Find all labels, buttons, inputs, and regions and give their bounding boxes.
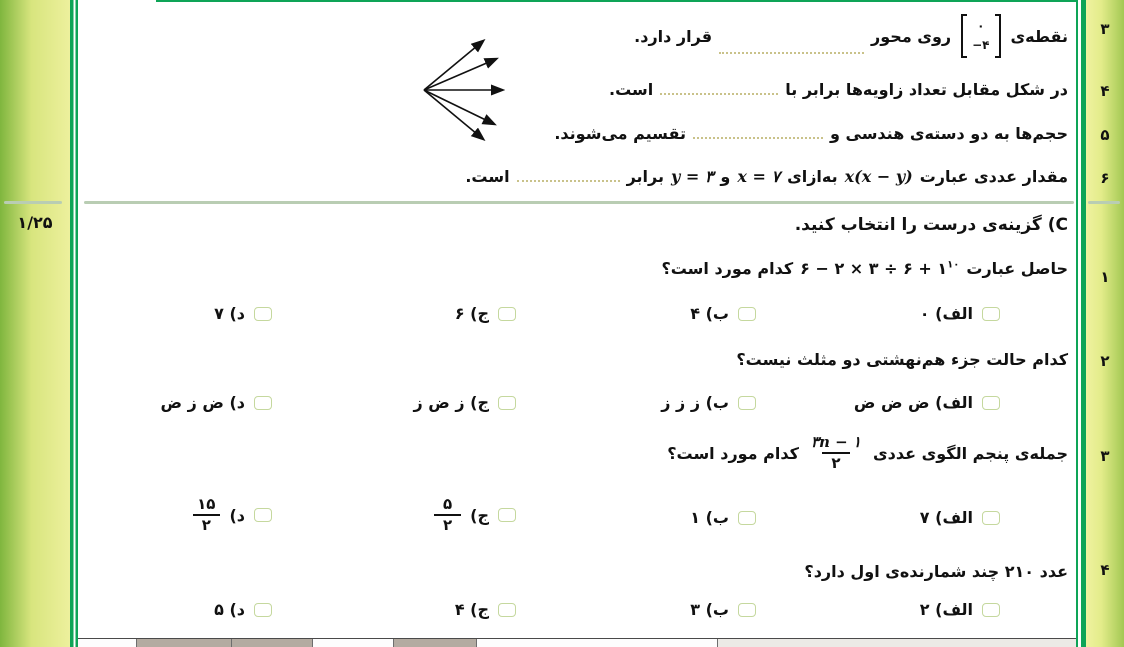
question-number-column — [1086, 0, 1124, 647]
question-text: نقطه‌ی — [1010, 26, 1068, 46]
bottom-table-strip — [78, 638, 1076, 647]
option-checkbox[interactable] — [254, 307, 272, 321]
q3-option-dal — [192, 496, 272, 535]
fill-blank[interactable] — [719, 41, 864, 54]
option-checkbox[interactable] — [254, 396, 272, 410]
right-divider — [1088, 201, 1120, 204]
q2-option-be — [661, 393, 756, 412]
option-label: ج) ز ض ز — [413, 393, 489, 412]
pattern-fraction — [806, 434, 866, 473]
option-checkbox[interactable] — [498, 603, 516, 617]
choice-number-2: ۲ — [1100, 352, 1110, 370]
option-label: د) ۵ — [214, 600, 245, 619]
fill-question-6 — [465, 167, 1068, 186]
choice-question-3 — [667, 434, 1068, 473]
question-text: قرار دارد. — [634, 26, 713, 46]
option-label: ج) ۶ — [454, 304, 489, 323]
option-checkbox[interactable] — [982, 307, 1000, 321]
question-text: کدام مورد است؟ — [661, 259, 794, 278]
question-text: حجم‌ها به دو دسته‌ی هندسی و — [829, 124, 1068, 143]
option-checkbox[interactable] — [254, 603, 272, 617]
option-label: الف) ۰ — [919, 304, 973, 323]
q1-option-be — [690, 304, 756, 323]
option-checkbox[interactable] — [738, 307, 756, 321]
q1-option-jim — [455, 304, 516, 323]
vector-bottom-value: −۴ — [972, 38, 990, 53]
y-value: y = ۳ — [670, 167, 714, 186]
options-row-4 — [78, 600, 1076, 630]
option-checkbox[interactable] — [498, 508, 516, 522]
option-checkbox[interactable] — [982, 511, 1000, 525]
option-checkbox[interactable] — [738, 396, 756, 410]
q1-option-dal — [214, 304, 272, 323]
q3-option-jim — [434, 496, 516, 535]
question-text: به‌ازای — [787, 167, 838, 186]
q3-option-alef — [920, 508, 1000, 527]
option-checkbox[interactable] — [982, 603, 1000, 617]
option-label: الف) ۷ — [919, 508, 973, 527]
option-label: ج) — [470, 505, 489, 525]
exam-content — [78, 0, 1076, 647]
option-label: ب) ۱ — [690, 508, 729, 527]
choice-question-4 — [804, 562, 1068, 581]
option-checkbox[interactable] — [982, 396, 1000, 410]
q3-option-be — [690, 508, 756, 527]
option-label: ب) ز ز ز — [661, 393, 729, 412]
question-text: کدام حالت جزء هم‌نهشتی دو مثلث نیست؟ — [736, 350, 1068, 369]
question-number-3: ۳ — [1100, 20, 1110, 38]
fraction-numerator: ۵ — [443, 495, 453, 513]
options-row-2 — [78, 393, 1076, 423]
section-score: ۱/۲۵ — [17, 213, 53, 232]
option-label: د) — [229, 505, 245, 525]
question-text: است. — [609, 80, 654, 99]
fill-question-5 — [554, 124, 1068, 143]
choice-question-2 — [736, 350, 1068, 369]
options-row-3 — [78, 496, 1076, 552]
question-number-5: ۵ — [1100, 126, 1110, 144]
q2-option-alef — [854, 393, 1000, 412]
fill-question-4 — [609, 80, 1068, 99]
fraction-denominator: ۲ — [434, 514, 461, 534]
column-vector — [961, 14, 1000, 58]
question-number-6: ۶ — [1100, 169, 1110, 187]
fraction-numerator: ۱۵ — [197, 495, 216, 513]
question-text: در شکل مقابل تعداد زاویه‌ها برابر با — [785, 80, 1068, 99]
left-green-rule — [70, 0, 78, 647]
q2-option-dal — [161, 393, 273, 412]
options-row-1 — [78, 304, 1076, 334]
choice-question-1 — [661, 259, 1068, 278]
option-checkbox[interactable] — [738, 603, 756, 617]
x-value: x = ۷ — [737, 167, 781, 186]
section-c-header: C) گزینه‌ی درست را انتخاب کنید. — [794, 215, 1068, 235]
option-label: الف) ض ض ض — [853, 393, 973, 412]
q4-option-jim — [455, 600, 516, 619]
question-text: روی محور — [871, 26, 952, 46]
left-divider — [4, 201, 62, 204]
option-checkbox[interactable] — [498, 307, 516, 321]
option-label: ج) ۴ — [454, 600, 489, 619]
fraction-denominator: ۲ — [822, 452, 849, 472]
section-divider — [84, 201, 1074, 204]
choice-number-4: ۴ — [1100, 561, 1110, 579]
right-green-rule — [1076, 0, 1086, 647]
question-text: است. — [465, 167, 510, 186]
choice-number-1: ۱ — [1100, 268, 1110, 286]
fraction-numerator: ۳n − ۱ — [810, 433, 861, 451]
fraction-denominator: ۲ — [193, 514, 220, 534]
option-fraction — [434, 496, 461, 535]
q2-option-jim — [414, 393, 517, 412]
option-checkbox[interactable] — [738, 511, 756, 525]
option-label: ب) ۳ — [690, 600, 729, 619]
q1-option-alef — [920, 304, 1000, 323]
option-label: ب) ۴ — [690, 304, 729, 323]
question-text: برابر — [626, 167, 664, 186]
top-green-rule — [156, 0, 1076, 2]
question-text: تقسیم می‌شوند. — [554, 124, 686, 143]
question-text: مقدار عددی عبارت — [919, 167, 1068, 186]
left-score-column — [0, 0, 70, 647]
question-text: کدام مورد است؟ — [667, 443, 799, 463]
question-text: عدد ۲۱۰ چند شمارنده‌ی اول دارد؟ — [804, 562, 1068, 581]
question-text: و — [720, 167, 731, 186]
numeric-expression: ۶ − ۲ × ۳ ÷ ۶ + $۱^{۱۰}$ — [800, 259, 960, 278]
option-checkbox[interactable] — [254, 508, 272, 522]
angle-rays-figure — [416, 28, 516, 148]
q4-option-dal — [214, 600, 272, 619]
q4-option-alef — [920, 600, 1000, 619]
vector-top-value: ۰ — [977, 19, 985, 33]
fill-question-3 — [634, 14, 1068, 58]
option-label: د) ض ز ض — [160, 393, 245, 412]
option-label: د) ۷ — [214, 304, 245, 323]
question-number-4: ۴ — [1100, 82, 1110, 100]
question-text: حاصل عبارت — [966, 259, 1068, 278]
algebra-expression: x(x − y) — [844, 167, 913, 186]
q4-option-be — [690, 600, 756, 619]
right-bracket — [995, 14, 1001, 58]
question-text: جمله‌ی پنجم الگوی عددی — [872, 443, 1068, 463]
exponent: ۱۰ — [947, 259, 960, 271]
option-fraction — [192, 496, 220, 535]
option-label: الف) ۲ — [919, 600, 973, 619]
fill-blank[interactable] — [693, 126, 823, 139]
fill-blank[interactable] — [517, 169, 620, 182]
choice-number-3: ۳ — [1100, 447, 1110, 465]
fill-blank[interactable] — [660, 82, 778, 95]
option-checkbox[interactable] — [498, 396, 516, 410]
